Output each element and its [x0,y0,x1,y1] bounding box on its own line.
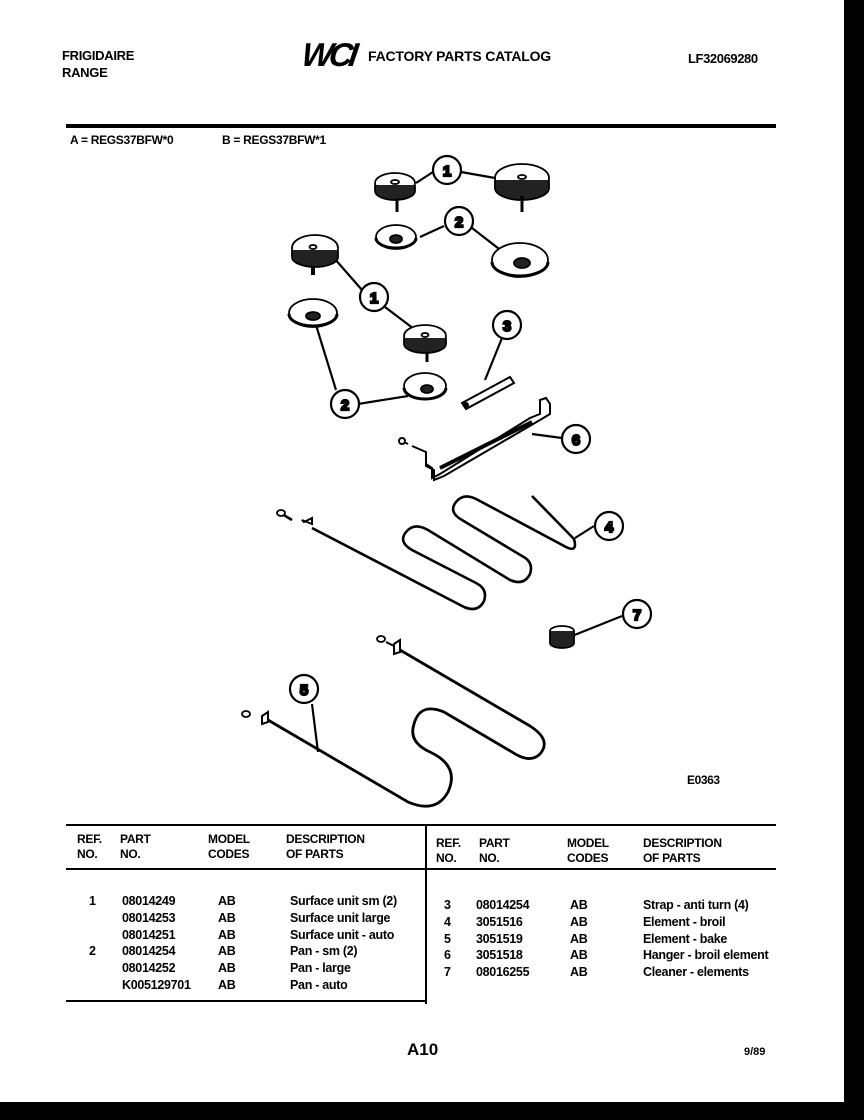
surface-unit-auto [404,325,446,362]
pan-large-top [492,243,548,277]
left-desc-column: Surface unit sm (2) Surface unit large Surface unit - auto Pan - sm (2) Pan - large Pan - auto [290,894,397,992]
callout-2-mid [331,390,359,418]
elements-cleaner [550,626,574,648]
callout-7 [623,600,651,628]
surface-unit-sm-top [375,173,415,212]
svg-text:4: 4 [604,519,614,536]
svg-text:6: 6 [571,432,581,449]
svg-text:1: 1 [442,163,452,180]
left-codes-column: AB AB AB AB AB AB [218,894,236,992]
right-desc-column: Strap - anti turn (4) Element - broil Element - bake Hanger - broil element Cleaner - elements [643,898,769,980]
figure-id: E0363 [687,773,720,787]
revision-date: 9/89 [744,1046,766,1058]
table-header-rule [66,868,776,870]
header-part-no: PART NO. [120,832,151,861]
broil-element-hanger [399,398,550,480]
callout-1-top [433,156,461,184]
left-part-column: 08014249 08014253 08014251 08014254 08014252 K005129701 [122,894,191,992]
callout-3 [493,311,521,339]
pan-auto [404,373,446,399]
svg-text:2: 2 [340,397,350,414]
pan-large-left [289,299,337,327]
header-description-right: DESCRIPTION OF PARTS [643,836,722,865]
svg-text:5: 5 [299,682,309,699]
surface-unit-large-top [495,164,549,212]
header-model-codes: MODEL CODES [208,832,250,861]
surface-unit-large-left [292,235,338,275]
header-model-codes-right: MODEL CODES [567,836,609,865]
right-ref-column: 3 4 5 6 7 [444,898,451,980]
table-column-divider [425,826,427,1004]
header-part-no-right: PART NO. [479,836,510,865]
model-a: A = REGS37BFW*0 [70,133,174,147]
pan-sm-top [376,225,416,249]
callout-2-top [445,207,473,235]
model-b: B = REGS37BFW*1 [222,133,326,147]
right-codes-column: AB AB AB AB AB [570,898,588,980]
bake-element [242,636,544,806]
product-type: RANGE [62,65,108,80]
table-top-rule [66,824,776,826]
header-description: DESCRIPTION OF PARTS [286,832,365,861]
svg-text:1: 1 [369,290,379,307]
header-ref-no: REF. NO. [77,832,102,861]
catalog-title: FACTORY PARTS CATALOG [368,48,551,64]
svg-text:3: 3 [502,318,512,335]
svg-text:7: 7 [632,607,642,624]
callout-4 [595,512,623,540]
callout-5 [290,675,318,703]
anti-turn-strap [462,377,514,409]
left-ref-column: 1 2 [89,894,96,959]
right-part-column: 08014254 3051516 3051519 3051518 08016255 [476,898,530,980]
svg-text:2: 2 [454,214,464,231]
header-ref-no-right: REF. NO. [436,836,461,865]
callout-1-mid [360,283,388,311]
page-number: A10 [407,1040,439,1059]
wci-logo: WCI [299,36,357,73]
table-bottom-rule [66,1000,426,1002]
brand-name: FRIGIDAIRE [62,48,135,63]
callout-6 [562,425,590,453]
broil-element [277,496,575,609]
catalog-number: LF32069280 [688,51,758,66]
